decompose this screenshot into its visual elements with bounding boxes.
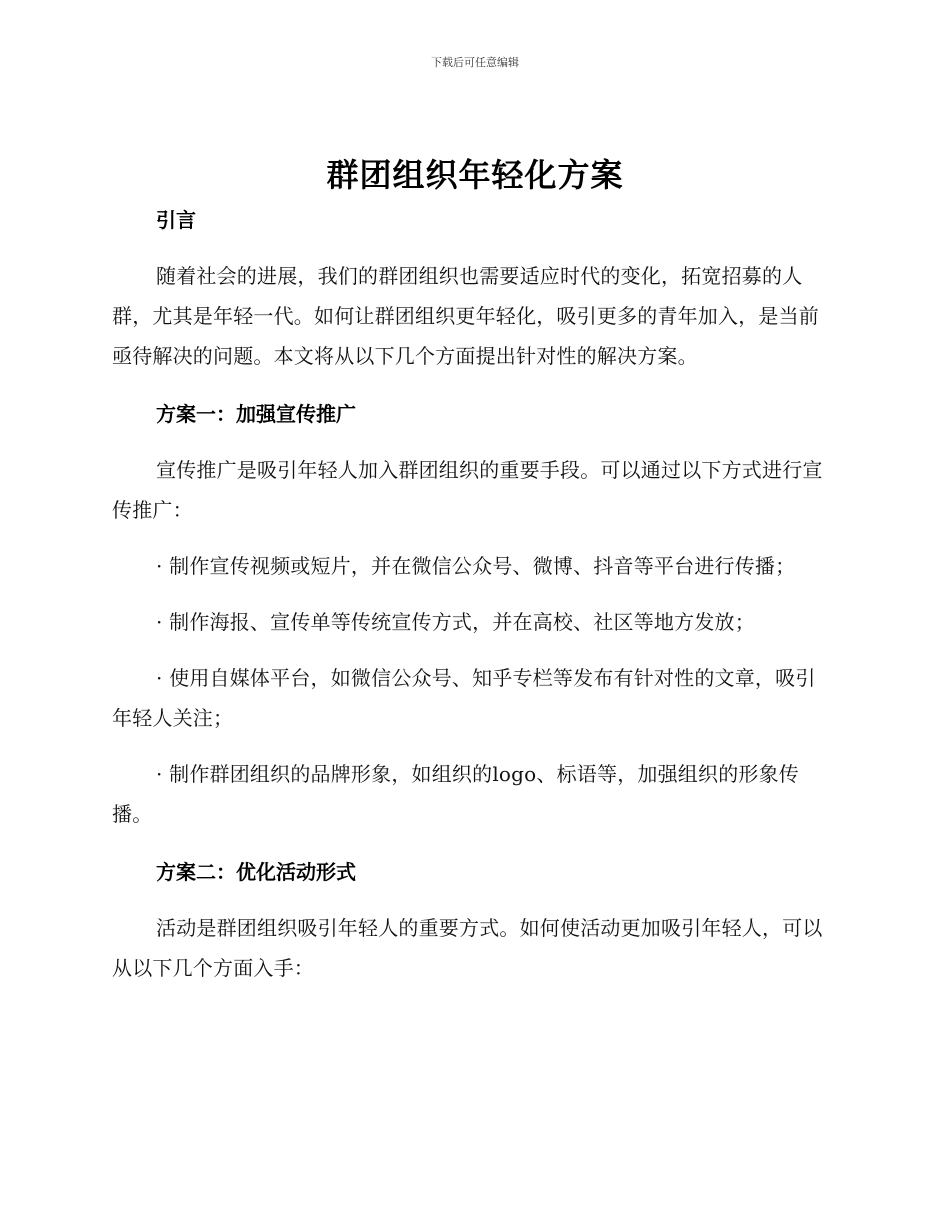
intro-heading: 引言 <box>156 208 196 232</box>
plan1-bullet: · 制作群团组织的品牌形象，如组织的logo、标语等，加强组织的形象传播。 <box>112 762 799 826</box>
document-body <box>112 200 832 988</box>
document-title: 群团组织年轻化方案 <box>326 156 624 194</box>
plan1-bullet: · 使用自媒体平台，如微信公众号、知乎专栏等发布有针对性的文章，吸引年轻人关注； <box>112 666 816 730</box>
plan1-heading: 方案一：加强宣传推广 <box>156 402 356 426</box>
header-note: 下载后可任意编辑 <box>431 56 519 69</box>
plan1-paragraph: 宣传推广是吸引年轻人加入群团组织的重要手段。可以通过以下方式进行宣传推广： <box>112 458 823 522</box>
plan1-bullet: · 制作海报、宣传单等传统宣传方式，并在高校、社区等地方发放； <box>156 610 755 634</box>
intro-paragraph: 随着社会的进展，我们的群团组织也需要适应时代的变化，拓宽招募的人群，尤其是年轻一代。如何让群团组织更年轻化，吸引更多的青年加入，是当前亟待解决的问题。本文将从以下几个方面提出针对性的解决方案。 <box>112 264 819 368</box>
plan1-bullet: · 制作宣传视频或短片，并在微信公众号、微博、抖音等平台进行传播； <box>156 554 796 578</box>
plan2-paragraph: 活动是群团组织吸引年轻人的重要方式。如何使活动更加吸引年轻人，可以从以下几个方面入手： <box>112 916 823 980</box>
plan2-heading: 方案二：优化活动形式 <box>156 860 356 884</box>
